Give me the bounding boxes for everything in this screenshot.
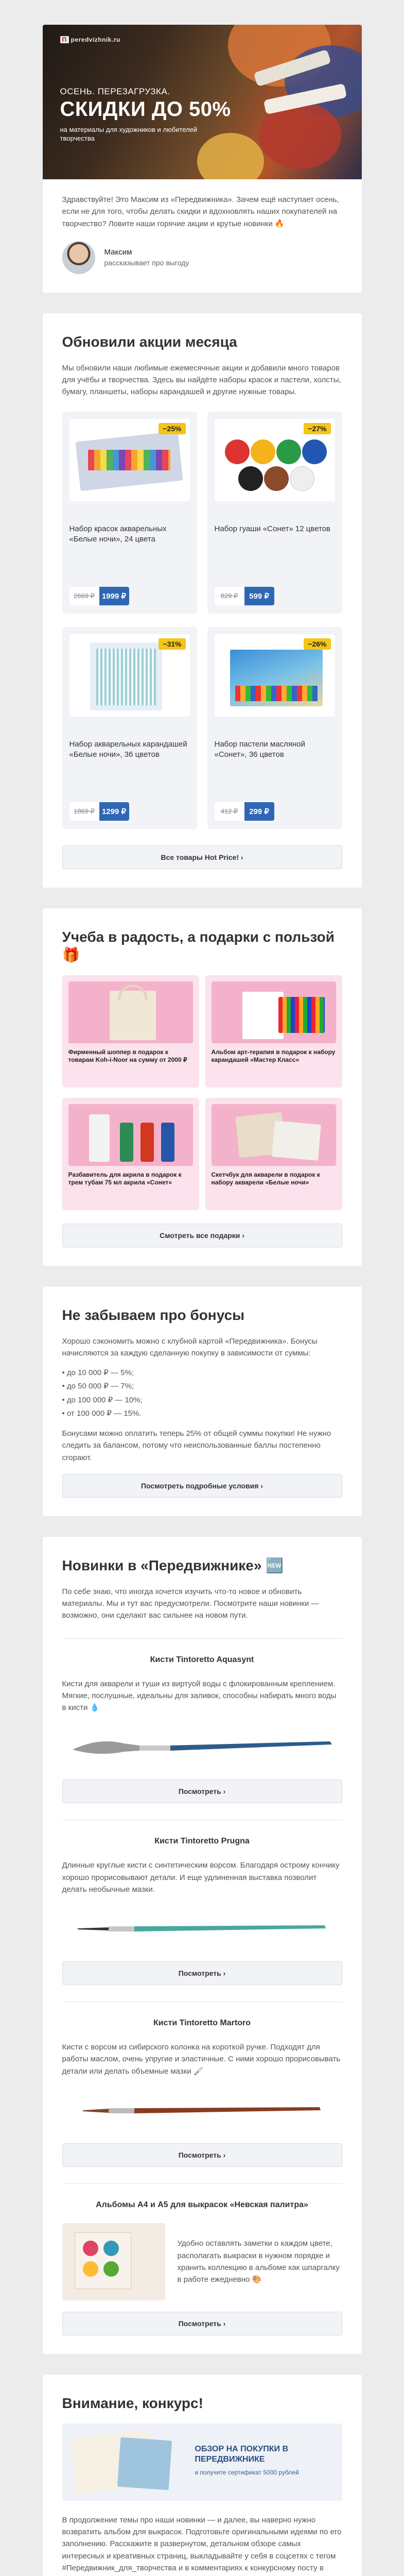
gift-card[interactable]	[205, 1098, 342, 1210]
bonus-text-1: Хорошо сэкономить можно с клубной картой «Передвижника». Бонусы начисляются за каждую сделанную покупку в зависимости от суммы:	[62, 1336, 318, 1358]
new-price: 1299 ₽	[99, 802, 129, 821]
news-item-title: Кисти Tintoretto Martoro	[153, 2019, 251, 2027]
avatar	[62, 241, 95, 274]
contest-heading: Внимание, конкурс!	[62, 2395, 203, 2411]
news-item-button[interactable]: Посмотреть ›	[62, 2143, 342, 2167]
news-item-button[interactable]: Посмотреть ›	[62, 1780, 342, 1803]
bonus-section	[43, 1286, 362, 1516]
email-body	[43, 25, 362, 2576]
divider	[62, 2183, 342, 2184]
product-grid	[62, 412, 342, 842]
discount-badge: −25%	[159, 423, 185, 434]
news-item-button[interactable]: Посмотреть ›	[62, 2312, 342, 2335]
deals-text: Мы обновили наши любимые ежемесячные акции и добавили много товаров для учёбы и творчества. Здесь вы найдёте наборы красок и пастели, холсты, бумагу, планшеты, наборы карандашей и другие нужные товары.	[62, 363, 341, 397]
price-bar[interactable]	[215, 587, 274, 605]
gift-title: Фирменный шоппер в подарок к товарам Koh-i-Noor на сумму от 2000 ₽	[68, 1048, 187, 1064]
news-text: По себе знаю, что иногда хочется изучить что-то новое и обновить материалы. Мы и тут вас предусмотрели. Посмотрите наши новинки — возможно, они сделают вас сильнее на новом пути.	[62, 1587, 319, 1620]
all-gifts-button[interactable]: Смотреть все подарки ›	[62, 1224, 342, 1247]
brush-image[interactable]	[62, 1728, 342, 1764]
product-card[interactable]	[62, 412, 197, 614]
author-block	[43, 230, 362, 274]
study-heading: Учеба в радость, а подарки с пользой 🎁	[62, 928, 335, 963]
gift-image[interactable]	[212, 1104, 336, 1166]
author-role: рассказывает про выгоду	[104, 259, 189, 267]
album-image[interactable]	[62, 2223, 165, 2300]
gift-card[interactable]	[205, 975, 342, 1088]
logo-mark: П	[60, 36, 69, 43]
product-card[interactable]	[207, 412, 342, 614]
discount-badge: −26%	[304, 638, 330, 650]
price-bar[interactable]	[69, 587, 129, 605]
bonus-heading: Не забываем про бонусы	[62, 1307, 245, 1323]
deals-section	[43, 313, 362, 888]
brush-drawing	[62, 1910, 342, 1946]
product-title[interactable]: Набор пастели масляной «Сонет», 36 цветов	[214, 739, 305, 759]
intro-text: Здравствуйте! Это Максим из «Передвижника». Зачем ещё наступает осень, если не для того, чтобы делать скидки и вдохновлять наших покупателей на творчество? Ловите наши горячие акции и крутые новинки 🔥	[62, 195, 339, 228]
product-image[interactable]	[215, 634, 335, 717]
product-title[interactable]: Набор красок акварельных «Белые ночи», 24 цвета	[69, 524, 167, 544]
gift-title: Альбом арт-терапия в подарок к набору карандашей «Мастер Класс»	[211, 1048, 336, 1064]
new-price: 1999 ₽	[99, 587, 129, 605]
contest-banner-title: ОБЗОР НА ПОКУПКИ В ПЕРЕДВИЖНИКЕ	[195, 2444, 288, 2464]
new-price: 599 ₽	[244, 587, 274, 605]
bonus-tier: • до 50 000 ₽ — 7%;	[62, 1380, 342, 1393]
bonus-tier: • до 10 000 ₽ — 5%;	[62, 1366, 342, 1380]
gift-image[interactable]	[68, 981, 193, 1043]
news-item-text: Удобно оставлять заметки о каждом цвете, располагать выкраски в нужном порядке и хранить коллекцию в альбоме как шпаргалку в работе ежедневно 🎨	[177, 2239, 340, 2284]
old-price: 829 ₽	[215, 587, 244, 605]
hero-banner[interactable]	[43, 25, 362, 179]
bonus-tier: • от 100 000 ₽ — 15%.	[62, 1407, 342, 1420]
deals-heading: Обновили акции месяца	[62, 333, 237, 350]
gift-title: Разбавитель для акрила в подарок к трем тубам 75 мл акрила «Сонет»	[68, 1171, 182, 1187]
gift-card[interactable]	[62, 1098, 199, 1210]
contest-text-1: В продолжение темы про наши новинки — и далее, вы наверно нужно возвратить альбом для выкрасок. Подготовьте оригинальными идеями по его заполнению. Расскажите в развернутом, детальном обзоре самых интересных и креативных страниц, выкладывайте у себя в соцсетях с тегом #Передвижник_для_творчества и в комментариях к конкурсному посту в	[62, 2515, 342, 2572]
author-name: Максим	[104, 248, 132, 257]
divider	[62, 1638, 342, 1639]
albums-row	[62, 2223, 342, 2300]
brush-drawing	[62, 1728, 342, 1764]
gift-image[interactable]	[68, 1104, 193, 1166]
product-title[interactable]: Набор гуаши «Сонет» 12 цветов	[214, 524, 330, 533]
news-item	[62, 2200, 342, 2335]
product-image[interactable]	[69, 419, 190, 501]
new-price: 299 ₽	[244, 802, 274, 821]
gift-title: Скетчбук для акварели в подарок к набору акварели «Белые ночи»	[211, 1171, 320, 1187]
news-item-title: Альбомы А4 и А5 для выкрасок «Невская палитра»	[96, 2200, 308, 2209]
news-heading: Новинки в «Передвижнике» 🆕	[62, 1557, 284, 1573]
news-item	[62, 1837, 342, 1985]
bonus-tiers	[62, 1366, 342, 1420]
bonus-text-2: Бонусами можно оплатить теперь 25% от общей суммы покупки! Не нужно следить за балансом, потому что неиспользованные баллы постепенно сгорают.	[62, 1429, 331, 1462]
price-bar[interactable]	[215, 802, 274, 821]
news-item	[62, 1655, 342, 1804]
product-image[interactable]	[69, 634, 190, 717]
news-section	[43, 1537, 362, 2354]
news-item-text: Длинные круглые кисти с синтетическим ворсом. Благодаря острому кончику хорошо прорисовывают детали. И еще удлиненная выставка позволит делать необычные мазки.	[62, 1861, 340, 1894]
contest-banner[interactable]	[62, 2424, 342, 2501]
brush-image[interactable]	[62, 1910, 342, 1946]
news-item-title: Кисти Tintoretto Aquasynt	[150, 1655, 254, 1664]
all-hot-price-button[interactable]: Все товары Hot Price! ›	[62, 845, 342, 869]
news-item-title: Кисти Tintoretto Prugna	[154, 1837, 250, 1846]
hero-kicker: ОСЕНЬ. ПЕРЕЗАГРУЗКА.	[60, 87, 170, 96]
news-item-text: Кисти с ворсом из сибирского колонка на короткой ручке. Подходят для работы маслом, очень упругие и эластичные. С ними хорошо прорисовывать детали или делать объемные мазки 🖌	[62, 2043, 341, 2076]
old-price: 1869 ₽	[69, 802, 99, 821]
bonus-tier: • до 100 000 ₽ — 10%;	[62, 1394, 342, 1407]
gift-image[interactable]	[212, 981, 336, 1043]
old-price: 412 ₽	[215, 802, 244, 821]
brand-logo[interactable]: П peredvizhnik.ru	[60, 36, 120, 43]
product-image[interactable]	[215, 419, 335, 501]
product-card[interactable]	[207, 627, 342, 829]
brush-drawing	[62, 2092, 342, 2128]
hero-card	[43, 25, 362, 293]
product-card[interactable]	[62, 627, 197, 829]
news-item-text: Кисти для акварели и туши из виртуой воды с флокированным креплением. Мягкие, послушные, идеальны для заливок, способны набирать много воды в кисти 💧	[62, 1679, 337, 1712]
hero-subline: на материалы для художников и любителей творчества	[60, 126, 198, 142]
contest-banner-sub: и получите сертификат 5000 рублей	[195, 2468, 299, 2476]
discount-badge: −27%	[304, 423, 330, 434]
old-price: 2669 ₽	[69, 587, 99, 605]
news-item-button[interactable]: Посмотреть ›	[62, 1961, 342, 1985]
price-bar[interactable]	[69, 802, 129, 821]
brush-image[interactable]	[62, 2092, 342, 2128]
discount-badge: −31%	[159, 638, 185, 650]
gift-card[interactable]	[62, 975, 199, 1088]
gift-grid	[62, 975, 342, 1221]
contest-section	[43, 2375, 362, 2576]
bonus-terms-button[interactable]: Посмотреть подробные условия ›	[62, 1474, 342, 1498]
product-title[interactable]: Набор акварельных карандашей «Белые ночи», 36 цветов	[69, 739, 187, 759]
news-item	[62, 2019, 342, 2167]
study-section	[43, 908, 362, 1266]
hero-headline: СКИДКИ ДО 50%	[60, 98, 231, 121]
